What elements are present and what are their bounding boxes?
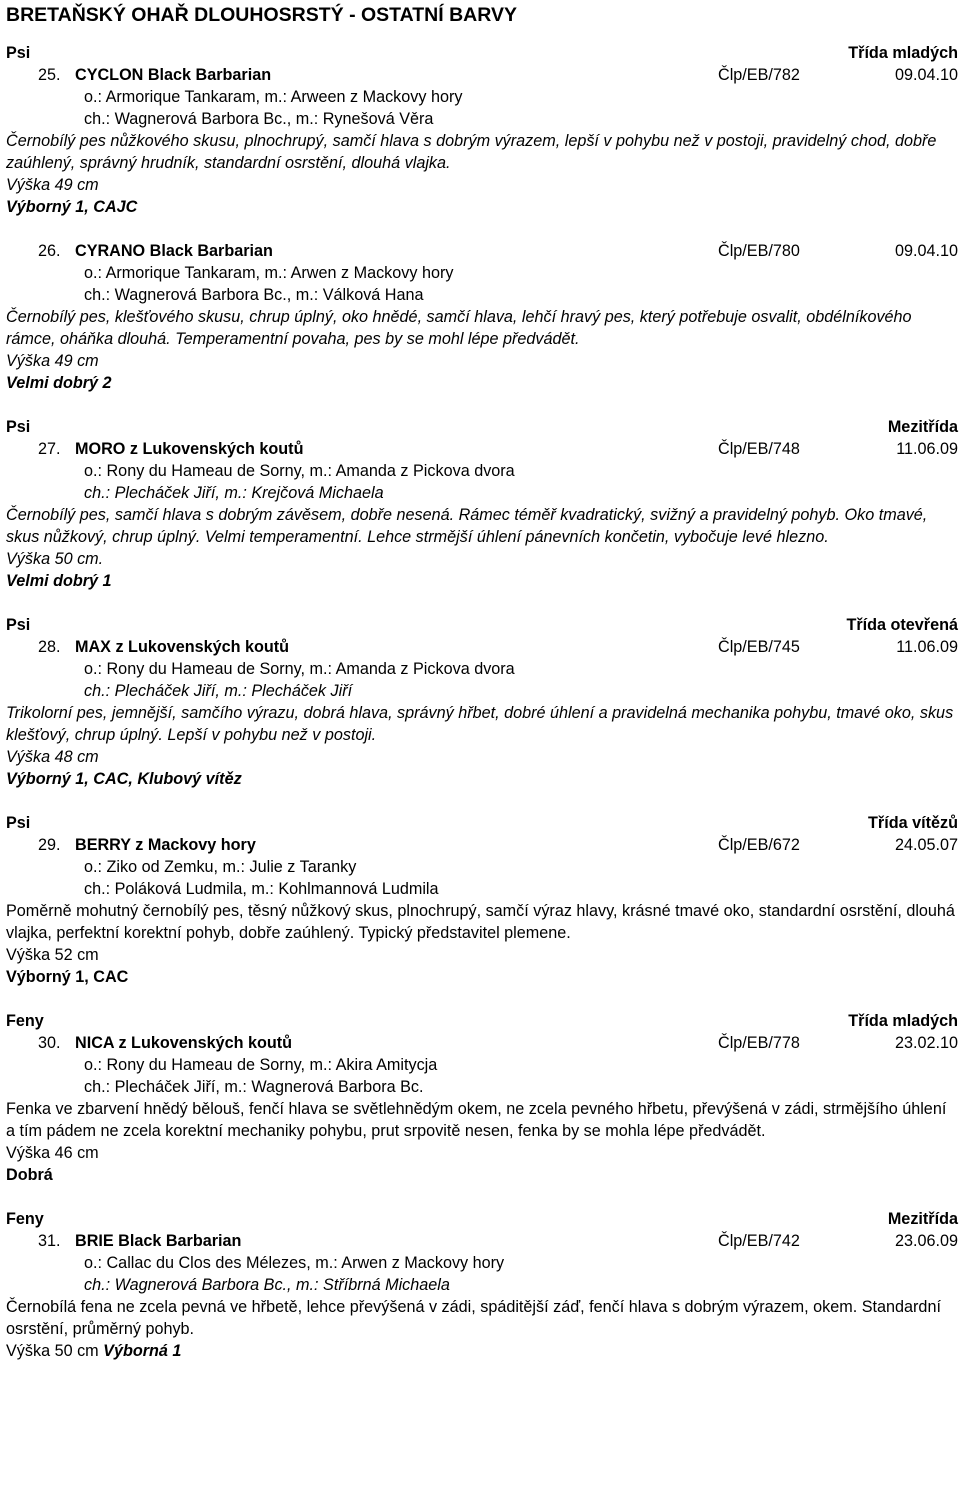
- entry-block: [6, 812, 958, 988]
- parents-line: o.: Armorique Tankaram, m.: Arween z Mackovy hory: [84, 88, 463, 106]
- height-line: Výška 49 cm: [6, 352, 99, 370]
- result-line: Velmi dobrý 1: [6, 572, 112, 590]
- parents-line: o.: Armorique Tankaram, m.: Arwen z Mackovy hory: [84, 264, 454, 282]
- birth-date: 23.06.09: [894, 1232, 958, 1250]
- birth-date: 24.05.07: [894, 836, 958, 854]
- section-header: [6, 1208, 958, 1230]
- registration-number: Člp/EB/748: [718, 440, 800, 458]
- registration-number: Člp/EB/742: [718, 1232, 800, 1250]
- height-line: Výška 46 cm: [6, 1144, 99, 1162]
- judge-description: Černobílý pes, klešťového skusu, chrup úplný, oko hnědé, samčí hlava, lehčí hravý pes, který potřebuje osvalit, obdélníkového rámce, oháňka dlouhá. Temperamentní povaha, pes by se mohl lépe předvádět.: [6, 308, 912, 348]
- judge-description: Černobílý pes nůžkového skusu, plnochrupý, samčí hlava s dobrým výrazem, lepší v pohybu než v postoji, pravidelný chod, dobře zaúhlený, správný hrudník, standardní osrstění, dlouhá vlajka.: [6, 132, 937, 172]
- section-header: [6, 614, 958, 636]
- parents-line: o.: Rony du Hameau de Sorny, m.: Akira Amitycja: [84, 1056, 438, 1074]
- class-label: Mezitřída: [887, 1210, 958, 1228]
- entry-block: [6, 42, 958, 218]
- parents-line: o.: Callac du Clos des Mélezes, m.: Arwen z Mackovy hory: [84, 1254, 505, 1272]
- result-line: Dobrá: [6, 1166, 53, 1184]
- entry-number: 30.: [38, 1034, 61, 1052]
- birth-date: 09.04.10: [894, 66, 958, 84]
- dog-line: [6, 1230, 958, 1252]
- judge-description: Fenka ve zbarvení hnědý bělouš, fenčí hlava se světlehnědým okem, ne zcela pevného hřbetu, převýšená v zádi, strmějšího úhlení a tím pádem ne zcela korektní mechaniky pohybu, prut srpovitě nesen, fenka by se mohla lépe předvádět.: [6, 1100, 947, 1140]
- entry-number: 25.: [38, 66, 61, 84]
- entry-number: 29.: [38, 836, 61, 854]
- result-line: Výborný 1, CAC, Klubový vítěz: [6, 770, 242, 788]
- entry-block: [6, 1208, 958, 1362]
- result-line: Výborný 1, CAJC: [6, 198, 138, 216]
- sex-label: Psi: [6, 418, 31, 436]
- entry-number: 27.: [38, 440, 61, 458]
- sex-label: Psi: [6, 616, 31, 634]
- class-label: Třída vítězů: [868, 814, 958, 832]
- dog-line: [6, 1032, 958, 1054]
- sex-label: Feny: [6, 1012, 44, 1030]
- judge-description: Černobílý pes, samčí hlava s dobrým závěsem, dobře nesená. Rámec téměř kvadratický, svižný a pravidelný pohyb. Oko tmavé, skus nůžkový, chrup úplný. Velmi temperamentní. Lehce strmější úhlení pánevních končetin, vybočuje levé hlezno.: [6, 506, 928, 546]
- entry-block: [6, 416, 958, 592]
- registration-number: Člp/EB/778: [718, 1034, 800, 1052]
- dog-name: CYRANO Black Barbarian: [75, 242, 273, 260]
- dog-name: MORO z Lukovenských koutů: [75, 440, 304, 458]
- height-line: Výška 49 cm: [6, 176, 99, 194]
- birth-date: 09.04.10: [894, 242, 958, 260]
- entry-block: [6, 614, 958, 790]
- birth-date: 11.06.09: [896, 638, 958, 656]
- result-line: Výborná 1: [103, 1342, 182, 1360]
- height-line: Výška 52 cm: [6, 946, 99, 964]
- class-label: Mezitřída: [887, 418, 958, 436]
- entry-block: [6, 1010, 958, 1186]
- judge-description: Trikolorní pes, jemnější, samčího výrazu, dobrá hlava, správný hřbet, dobré úhlení a pravidelná mechanika pohybu, tmavé oko, skus klešťový, chrup úplný. Lepší v pohybu než v postoji.: [6, 704, 954, 744]
- dog-line: [6, 64, 958, 86]
- result-line: Výborný 1, CAC: [6, 968, 129, 986]
- section-header: [6, 416, 958, 438]
- breeder-owner-line: ch.: Plecháček Jiří, m.: Plecháček Jiří: [84, 682, 353, 700]
- breeder-owner-line: ch.: Wagnerová Barbora Bc., m.: Stříbrná Michaela: [84, 1276, 450, 1294]
- registration-number: Člp/EB/672: [718, 836, 800, 854]
- results-document: [6, 3, 958, 1362]
- parents-line: o.: Rony du Hameau de Sorny, m.: Amanda z Pickova dvora: [84, 462, 515, 480]
- parents-line: o.: Rony du Hameau de Sorny, m.: Amanda z Pickova dvora: [84, 660, 515, 678]
- dog-line: [6, 240, 958, 262]
- class-label: Třída mladých: [848, 44, 958, 62]
- judge-description: Poměrně mohutný černobílý pes, těsný nůžkový skus, plnochrupý, samčí výraz hlavy, krásné tmavé oko, standardní osrstění, dlouhá vlajka, perfektní korektní pohyb, dobře zaúhlený. Typický představitel plemene.: [6, 902, 955, 942]
- section-header: [6, 812, 958, 834]
- breeder-owner-line: ch.: Plecháček Jiří, m.: Krejčová Michaela: [84, 484, 384, 502]
- sex-label: Psi: [6, 44, 31, 62]
- class-label: Třída mladých: [848, 1012, 958, 1030]
- entry-number: 31.: [38, 1232, 61, 1250]
- dog-name: BRIE Black Barbarian: [75, 1232, 242, 1250]
- height-line: Výška 48 cm: [6, 748, 99, 766]
- parents-line: o.: Ziko od Zemku, m.: Julie z Taranky: [84, 858, 357, 876]
- breeder-owner-line: ch.: Wagnerová Barbora Bc., m.: Válková Hana: [84, 286, 424, 304]
- breeder-owner-line: ch.: Wagnerová Barbora Bc., m.: Rynešová Věra: [84, 110, 434, 128]
- birth-date: 23.02.10: [894, 1034, 958, 1052]
- birth-date: 11.06.09: [896, 440, 958, 458]
- class-label: Třída otevřená: [846, 616, 958, 634]
- entry-block: [6, 240, 958, 394]
- sex-label: Psi: [6, 814, 31, 832]
- dog-name: MAX z Lukovenských koutů: [75, 638, 290, 656]
- dog-line: [6, 834, 958, 856]
- judge-description: Černobílá fena ne zcela pevná ve hřbetě, lehce převýšená v zádi, spáditější záď, fenčí hlava s dobrým výrazem, okem. Standardní osrstění, průměrný pohyb.: [6, 1298, 941, 1338]
- section-header: [6, 1010, 958, 1032]
- dog-name: CYCLON Black Barbarian: [75, 66, 272, 84]
- registration-number: Člp/EB/780: [718, 242, 800, 260]
- height-line: Výška 50 cm.: [6, 550, 104, 568]
- dog-line: [6, 636, 958, 658]
- sex-label: Feny: [6, 1210, 44, 1228]
- dog-line: [6, 438, 958, 460]
- registration-number: Člp/EB/745: [718, 638, 800, 656]
- dog-name: BERRY z Mackovy hory: [75, 836, 256, 854]
- breeder-owner-line: ch.: Plecháček Jiří, m.: Wagnerová Barbora Bc.: [84, 1078, 424, 1096]
- result-line: Velmi dobrý 2: [6, 374, 112, 392]
- entry-number: 26.: [38, 242, 61, 260]
- registration-number: Člp/EB/782: [718, 66, 800, 84]
- breeder-owner-line: ch.: Poláková Ludmila, m.: Kohlmannová Ludmila: [84, 880, 439, 898]
- section-header: [6, 42, 958, 64]
- dog-name: NICA z Lukovenských koutů: [75, 1034, 293, 1052]
- height-result-line: [6, 1340, 958, 1362]
- height-line: Výška 50 cm: [6, 1342, 99, 1360]
- entry-number: 28.: [38, 638, 61, 656]
- document-title: BRETAŇSKÝ OHAŘ DLOUHOSRSTÝ - OSTATNÍ BARVY: [6, 4, 517, 26]
